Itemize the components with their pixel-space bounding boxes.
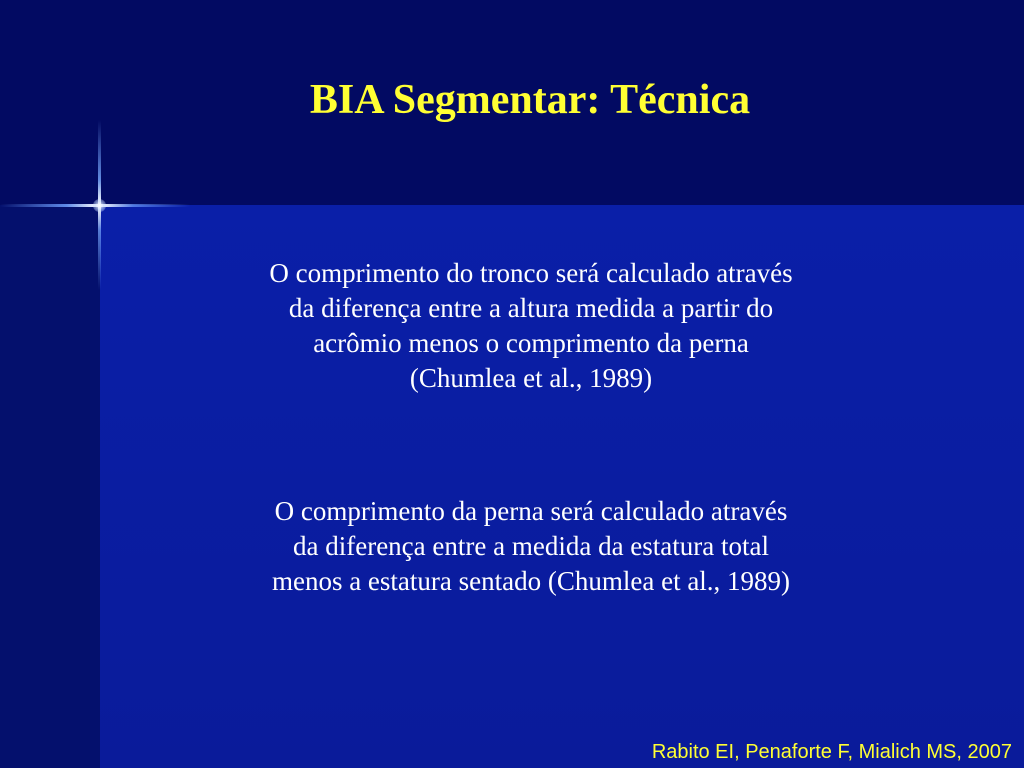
sparkle-star-icon [93, 199, 106, 212]
paragraph-line: acrômio menos o comprimento da perna [313, 328, 749, 358]
slide-title: BIA Segmentar: Técnica [309, 77, 751, 123]
paragraph-line: O comprimento da perna será calculado através [274, 496, 788, 526]
paragraph-trunk-length [196, 256, 866, 396]
paragraph-leg-length [196, 494, 866, 599]
slide-citation: Rabito EI, Penaforte F, Mialich MS, 2007 [651, 741, 1012, 763]
paragraph-line: da diferença entre a medida da estatura total [293, 531, 769, 561]
corner-background [0, 0, 100, 205]
paragraph-line: da diferença entre a altura medida a partir do [288, 293, 774, 323]
paragraph-line: O comprimento do tronco será calculado através [269, 258, 793, 288]
left-band [0, 205, 100, 768]
paragraph-line: (Chumlea et al., 1989) [409, 363, 653, 393]
paragraph-line: menos a estatura sentado (Chumlea et al., 1989) [271, 566, 791, 596]
